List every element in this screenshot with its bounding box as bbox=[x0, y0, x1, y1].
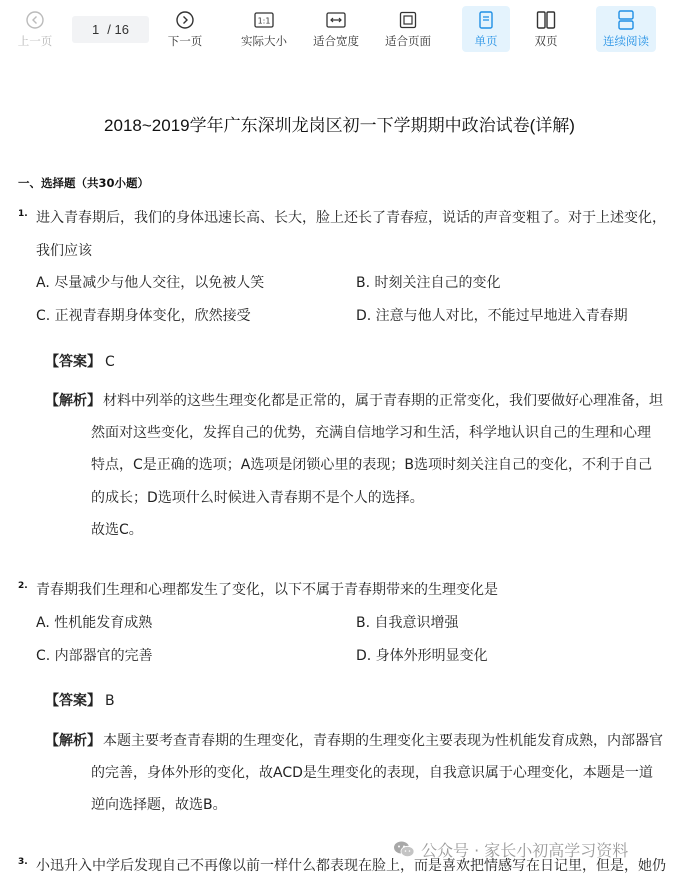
analysis-row bbox=[45, 391, 663, 411]
question-stem-line: 小迅升入中学后发现自己不再像以前一样什么都表现在脸上，而是喜欢把情感写在日记里，但是，她仍 bbox=[36, 858, 666, 874]
analysis-line: 逆向选择题，故选B。 bbox=[91, 797, 227, 813]
continuous-reading-label: 连续阅读 bbox=[603, 34, 649, 48]
analysis-label: 【解析】 bbox=[45, 733, 101, 749]
prev-page-label: 上一页 bbox=[17, 34, 53, 48]
continuous-reading-icon bbox=[616, 10, 636, 30]
section-heading: 一、选择题（共30小题） bbox=[18, 176, 150, 190]
actual-size-icon-text: 1:1 bbox=[257, 16, 271, 26]
prev-page-button[interactable] bbox=[10, 6, 60, 52]
actual-size-button[interactable] bbox=[236, 6, 292, 52]
page-current: 1 bbox=[92, 22, 100, 37]
option-d: D. 注意与他人对比，不能过早地进入青春期 bbox=[356, 308, 628, 324]
analysis-line: 的成长；D选项什么时候进入青春期不是个人的选择。 bbox=[91, 490, 424, 506]
page-number-input[interactable] bbox=[72, 16, 149, 43]
answer-label: 【答案】 bbox=[45, 354, 101, 370]
option-a: A. 尽量减少与他人交往，以免被人笑 bbox=[36, 275, 265, 291]
fit-page-button[interactable] bbox=[380, 6, 436, 52]
next-page-label: 下一页 bbox=[167, 34, 203, 48]
option-b: B. 自我意识增强 bbox=[356, 615, 459, 631]
analysis-line: 本题主要考查青春期的生理变化，青春期的生理变化主要表现为性机能发育成熟，内部器官 bbox=[103, 733, 663, 749]
fit-page-label: 适合页面 bbox=[385, 34, 431, 48]
analysis-row bbox=[45, 731, 663, 751]
fit-width-label: 适合宽度 bbox=[313, 34, 359, 48]
option-c: C. 内部器官的完善 bbox=[36, 648, 153, 664]
question-number: 2. bbox=[18, 581, 28, 591]
reader-toolbar bbox=[0, 0, 679, 58]
chevron-left-circle-icon bbox=[25, 10, 45, 30]
analysis-line: 材料中列举的这些生理变化都是正常的，属于青春期的正常变化，我们要做好心理准备，坦 bbox=[103, 393, 663, 409]
next-page-button[interactable] bbox=[160, 6, 210, 52]
double-page-label: 双页 bbox=[534, 34, 558, 48]
fit-page-icon bbox=[398, 10, 418, 30]
single-page-label: 单页 bbox=[474, 34, 498, 48]
analysis-line: 特点，C是正确的选项；A选项是闭锁心里的表现；B选项时刻关注自己的变化，不利于自己 bbox=[91, 457, 652, 473]
answer-value: C bbox=[105, 354, 115, 370]
chevron-right-circle-icon bbox=[175, 10, 195, 30]
watermark bbox=[393, 836, 628, 862]
question-stem-line: 进入青春期后，我们的身体迅速长高、长大，脸上还长了青春痘，说话的声音变粗了。对于上述变化， bbox=[36, 210, 666, 226]
analysis-line: 的完善，身体外形的变化，故ACD是生理变化的表现，自我意识属于心理变化，本题是一道 bbox=[91, 765, 653, 781]
fit-width-icon bbox=[326, 10, 346, 30]
answer-value: B bbox=[105, 693, 115, 709]
analysis-line: 故选C。 bbox=[91, 522, 143, 538]
question-stem-line: 我们应该 bbox=[36, 243, 92, 259]
double-page-button[interactable] bbox=[522, 6, 570, 52]
question-stem-line: 青春期我们生理和心理都发生了变化，以下不属于青春期带来的生理变化是 bbox=[36, 582, 498, 598]
document-title: 2018~2019学年广东深圳龙岗区初一下学期期中政治试卷(详解) bbox=[104, 116, 575, 135]
page-total: / 16 bbox=[107, 22, 129, 37]
question-number: 1. bbox=[18, 209, 28, 219]
option-d: D. 身体外形明显变化 bbox=[356, 648, 488, 664]
answer-row bbox=[45, 691, 115, 711]
analysis-line: 然面对这些变化，发挥自己的优势，充满自信地学习和生活，科学地认识自己的生理和心理 bbox=[91, 425, 651, 441]
answer-label: 【答案】 bbox=[45, 693, 101, 709]
actual-size-label: 实际大小 bbox=[241, 34, 287, 48]
option-c: C. 正视青春期身体变化，欣然接受 bbox=[36, 308, 251, 324]
single-page-icon bbox=[476, 10, 496, 30]
option-a: A. 性机能发育成熟 bbox=[36, 615, 153, 631]
single-page-button[interactable] bbox=[462, 6, 510, 52]
question-number: 3. bbox=[18, 857, 28, 867]
wechat-icon bbox=[393, 840, 415, 858]
double-page-icon bbox=[536, 10, 556, 30]
watermark-text: 公众号 · 家长小初高学习资料 bbox=[421, 840, 629, 860]
fit-width-button[interactable] bbox=[308, 6, 364, 52]
continuous-reading-button[interactable] bbox=[596, 6, 656, 52]
answer-row bbox=[45, 352, 115, 372]
analysis-label: 【解析】 bbox=[45, 393, 101, 409]
actual-size-icon bbox=[254, 10, 274, 30]
option-b: B. 时刻关注自己的变化 bbox=[356, 275, 501, 291]
